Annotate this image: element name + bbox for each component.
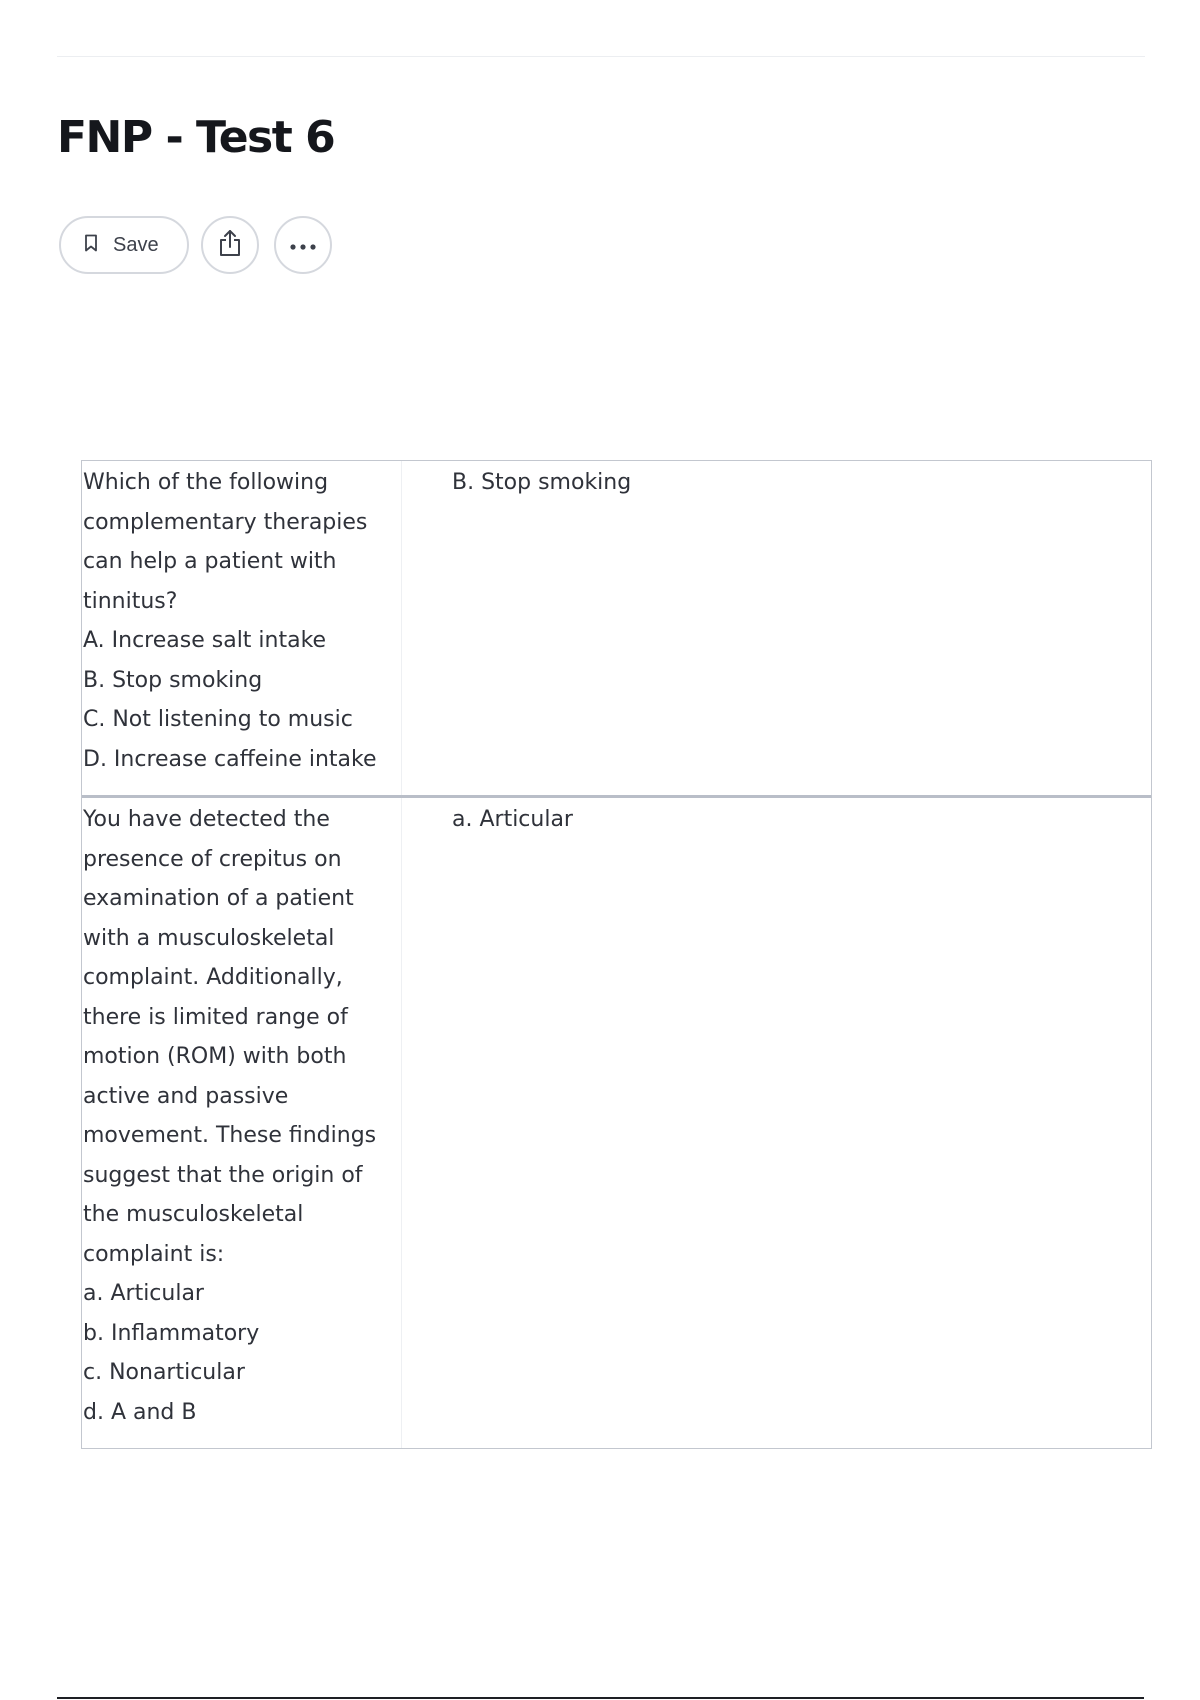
option-line: D. Increase caffeine intake [83, 746, 377, 772]
page-title: FNP - Test 6 [57, 112, 335, 163]
option-line: C. Not listening to music [83, 707, 353, 732]
flashcard-question [82, 798, 402, 1448]
option-line: B. Stop smoking [83, 667, 263, 693]
question-line: there is limited range of [83, 1004, 348, 1030]
question-line: can help a patient with [83, 549, 337, 574]
share-button[interactable] [201, 216, 259, 274]
question-line: the musculoskeletal [83, 1202, 304, 1227]
option-line: d. A and B [83, 1399, 197, 1425]
bottom-divider [57, 1697, 1144, 1699]
flashcard-question [82, 461, 402, 795]
question-line: suggest that the origin of [83, 1162, 363, 1188]
share-icon [216, 228, 244, 262]
bookmark-icon [83, 233, 99, 257]
flashcard-answer: a. Articular [452, 807, 573, 832]
question-line: motion (ROM) with both [83, 1044, 347, 1069]
question-line: You have detected the [83, 807, 330, 832]
option-line: b. Inflammatory [83, 1320, 260, 1346]
question-line: complementary therapies [83, 509, 368, 535]
flashcard-answer: B. Stop smoking [452, 470, 632, 495]
option-line: a. Articular [83, 1281, 204, 1306]
flashcard-table [81, 460, 1152, 1449]
question-line: complaint is: [83, 1241, 225, 1267]
question-line: examination of a patient [83, 886, 354, 911]
option-line: c. Nonarticular [83, 1360, 245, 1385]
question-line: with a musculoskeletal [83, 925, 335, 951]
more-options-button[interactable] [274, 216, 332, 274]
top-divider [57, 56, 1145, 57]
question-line: movement. These findings [83, 1123, 377, 1148]
question-line: active and passive [83, 1083, 289, 1109]
question-line: presence of crepitus on [83, 846, 342, 872]
save-button-label: Save [113, 233, 159, 256]
flashcard-row [82, 461, 1151, 798]
flashcard-row [82, 798, 1151, 1448]
option-line: A. Increase salt intake [83, 628, 327, 653]
save-button[interactable] [59, 216, 189, 274]
question-line: complaint. Additionally, [83, 965, 343, 990]
more-horizontal-icon [289, 236, 317, 255]
question-line: tinnitus? [83, 588, 178, 614]
question-line: Which of the following [83, 470, 329, 495]
